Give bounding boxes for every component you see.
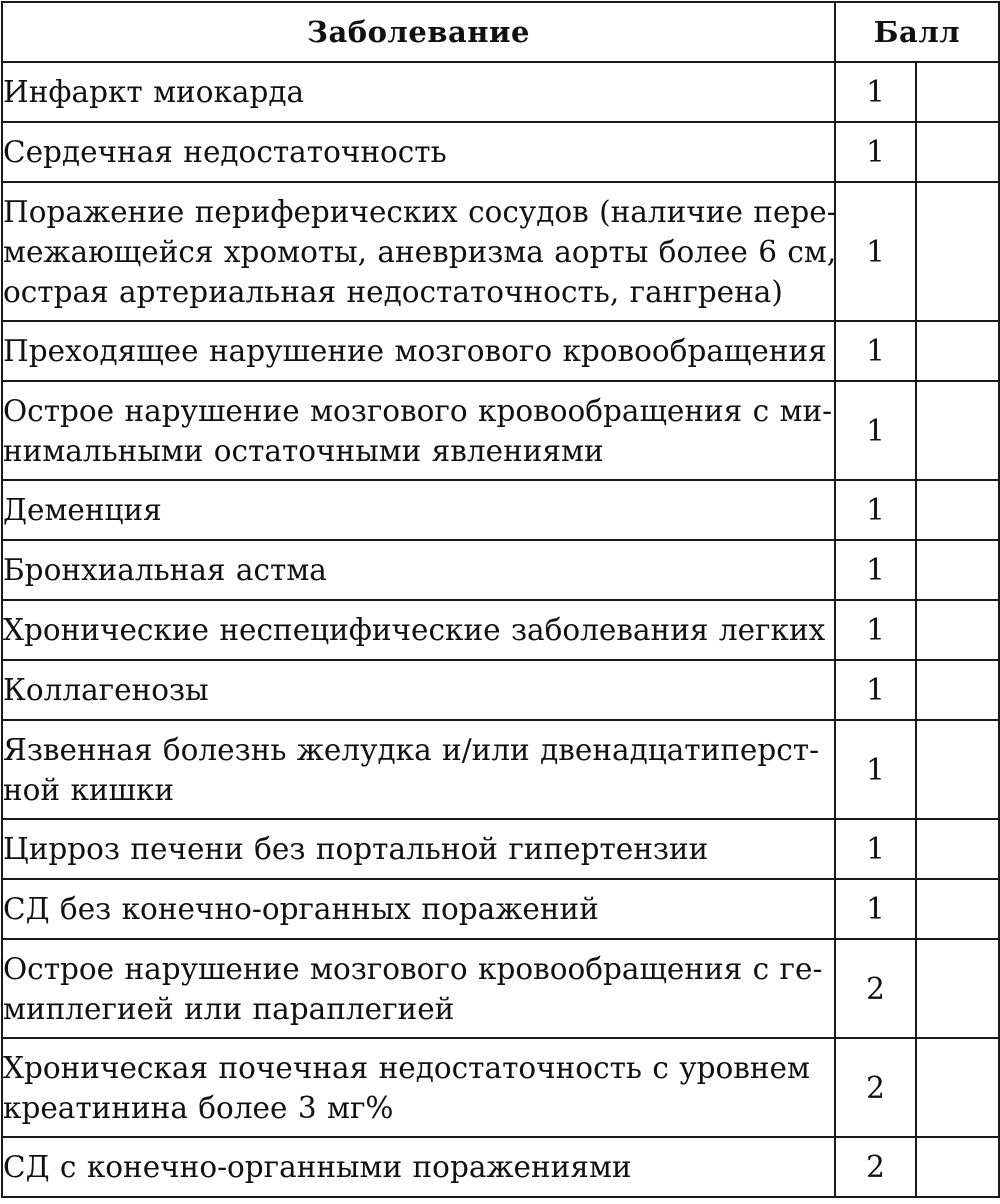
table-row xyxy=(2,381,999,480)
score-cell: 1 xyxy=(835,381,916,480)
score-cell: 2 xyxy=(835,1038,916,1137)
disease-cell xyxy=(2,879,835,939)
disease-cell xyxy=(2,720,835,819)
empty-cell xyxy=(916,879,999,939)
disease-text-line: острая артериальная недостаточность, гангрена) xyxy=(3,274,783,309)
disease-text: СД без конечно-органных поражений xyxy=(3,892,599,926)
empty-cell xyxy=(916,480,999,540)
disease-cell xyxy=(2,1137,835,1197)
table-row xyxy=(2,1038,999,1137)
score-cell: 1 xyxy=(835,321,916,381)
disease-cell xyxy=(2,819,835,879)
disease-cell xyxy=(2,600,835,660)
empty-cell xyxy=(916,122,999,182)
disease-cell xyxy=(2,540,835,600)
table-row xyxy=(2,540,999,600)
disease-text: Бронхиальная астма xyxy=(3,553,327,587)
empty-cell xyxy=(916,720,999,819)
disease-text: Цирроз печени без портальной гипертензии xyxy=(3,832,709,866)
disease-cell xyxy=(2,1038,835,1137)
disease-cell xyxy=(2,122,835,182)
empty-cell xyxy=(916,819,999,879)
table-row xyxy=(2,939,999,1038)
disease-text-line: Поражение периферических сосудов (наличие пере- xyxy=(3,194,837,229)
empty-cell xyxy=(916,62,999,122)
empty-cell xyxy=(916,381,999,480)
disease-text: Хронические неспецифические заболевания легких xyxy=(3,613,826,647)
score-cell: 1 xyxy=(835,819,916,879)
disease-cell xyxy=(2,939,835,1038)
score-cell: 1 xyxy=(835,480,916,540)
disease-text: Деменция xyxy=(3,493,162,527)
disease-cell xyxy=(2,321,835,381)
disease-text-line: межающейся хромоты, аневризма аорты более 6 см, xyxy=(3,234,837,269)
disease-text: Преходящее нарушение мозгового кровообращения xyxy=(3,334,827,368)
disease-text-line: Хроническая почечная недостаточность с уровнем xyxy=(3,1050,810,1085)
score-cell: 1 xyxy=(835,720,916,819)
disease-text: СД с конечно-органными поражениями xyxy=(3,1150,632,1184)
table-row xyxy=(2,182,999,321)
score-cell: 1 xyxy=(835,660,916,720)
header-disease: Заболевание xyxy=(2,2,835,62)
table-row xyxy=(2,122,999,182)
empty-cell xyxy=(916,660,999,720)
disease-cell xyxy=(2,62,835,122)
table-row xyxy=(2,600,999,660)
comorbidity-score-table xyxy=(1,1,1000,1198)
table-row xyxy=(2,660,999,720)
disease-text-line: Острое нарушение мозгового кровообращения с ге- xyxy=(3,951,823,986)
disease-text-line: миплегией или параплегией xyxy=(3,991,455,1026)
score-cell: 1 xyxy=(835,600,916,660)
table-row xyxy=(2,720,999,819)
empty-cell xyxy=(916,540,999,600)
empty-cell xyxy=(916,182,999,321)
score-cell: 1 xyxy=(835,62,916,122)
empty-cell xyxy=(916,939,999,1038)
score-cell: 2 xyxy=(835,1137,916,1197)
table-row xyxy=(2,1137,999,1197)
header-score: Балл xyxy=(835,2,999,62)
disease-text: Сердечная недостаточность xyxy=(3,135,447,169)
empty-cell xyxy=(916,321,999,381)
table-row xyxy=(2,62,999,122)
disease-text: Коллагенозы xyxy=(3,673,209,707)
table-row xyxy=(2,819,999,879)
disease-text-line: Острое нарушение мозгового кровообращения с ми- xyxy=(3,393,833,428)
table-row xyxy=(2,321,999,381)
header-row xyxy=(2,2,999,62)
empty-cell xyxy=(916,1038,999,1137)
disease-cell xyxy=(2,660,835,720)
disease-cell xyxy=(2,182,835,321)
disease-text-line: ной кишки xyxy=(3,772,175,807)
score-cell: 1 xyxy=(835,879,916,939)
table-row xyxy=(2,879,999,939)
score-cell: 1 xyxy=(835,540,916,600)
disease-cell xyxy=(2,480,835,540)
empty-cell xyxy=(916,600,999,660)
table-row xyxy=(2,480,999,540)
disease-text: Инфаркт миокарда xyxy=(3,75,305,109)
disease-cell xyxy=(2,381,835,480)
disease-text-line: креатинина более 3 мг% xyxy=(3,1090,394,1125)
score-cell: 1 xyxy=(835,122,916,182)
disease-text-line: нимальными остаточными явлениями xyxy=(3,433,604,468)
score-cell: 1 xyxy=(835,182,916,321)
empty-cell xyxy=(916,1137,999,1197)
disease-text-line: Язвенная болезнь желудка и/или двенадцатиперст- xyxy=(3,732,820,767)
score-cell: 2 xyxy=(835,939,916,1038)
